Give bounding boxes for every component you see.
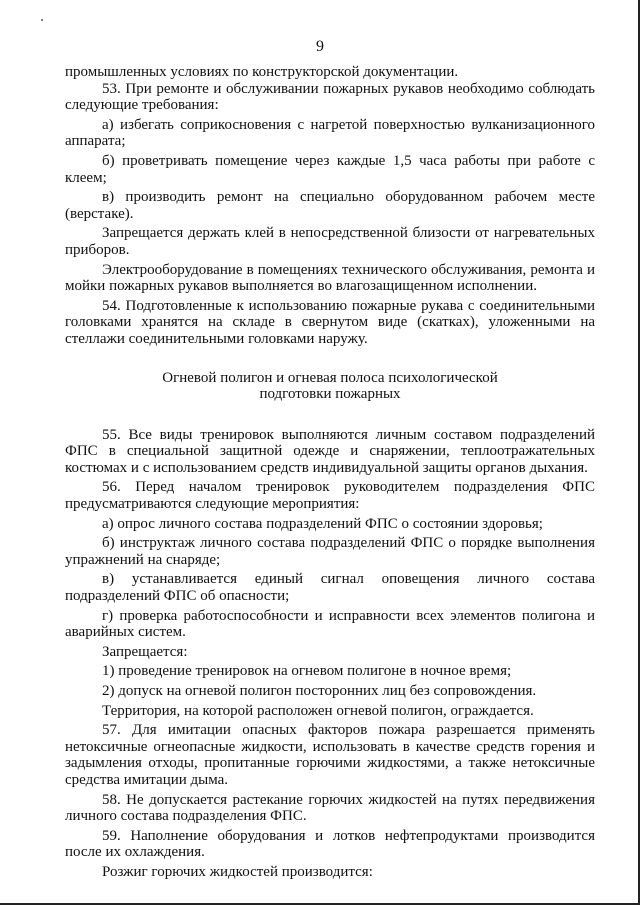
paragraph: а) избегать соприкосновения с нагретой поверхностью вулканизационного аппарата; <box>65 116 595 150</box>
scan-speck <box>41 19 43 21</box>
paragraph: б) проветривать помещение через каждые 1,5 часа работы при работе с клеем; <box>65 152 595 186</box>
page-number: 9 <box>316 38 324 55</box>
paragraph: 2) допуск на огневой полигон посторонних лиц без сопровождения. <box>102 683 537 699</box>
paragraph: 54. Подготовленные к использованию пожарные рукава с соединительными головками хранятся на складе в свернутом виде (скатках), уложенными на стеллажи соединительными головками наружу. <box>65 297 595 347</box>
heading-line: подготовки пожарных <box>259 386 401 403</box>
paragraph: в) производить ремонт на специально оборудованном рабочем месте (верстаке). <box>65 189 595 222</box>
heading-line: Огневой полигон и огневая полоса психологической <box>162 369 498 386</box>
paragraph: б) инструктаж личного состава подразделений ФПС о порядке выполнения упражнений на снаряде; <box>65 535 595 568</box>
paragraph: 59. Наполнение оборудования и лотков нефтепродуктами производится после их охлаждения. <box>65 827 595 861</box>
section-heading <box>65 370 595 403</box>
paragraph: Розжиг горючих жидкостей производится: <box>102 863 373 880</box>
paragraph: 58. Не допускается растекание горючих жидкостей на путях передвижения личного состава подразделения ФПС. <box>65 791 595 825</box>
paragraph: в) устанавливается единый сигнал оповещения личного состава подразделений ФПС об опасности; <box>65 571 595 605</box>
paragraph: 57. Для имитации опасных факторов пожара разрешается применять нетоксичные огнеопасные жидкости, использовать в качестве средств горения и задымления отходы, пропитанные горючими жидкостями, а также нетоксичные средства имитации дыма. <box>65 722 595 788</box>
paragraph: Запрещается держать клей в непосредственной близости от нагревательных приборов. <box>65 225 595 258</box>
paragraph: 56. Перед началом тренировок руководителем подразделения ФПС предусматриваются следующие мероприятия: <box>65 479 595 513</box>
paragraph: Электрооборудование в помещениях технического обслуживания, ремонта и мойки пожарных рукавов выполняется во влагозащищенном исполнении. <box>65 261 595 295</box>
paragraph: г) проверка работоспособности и исправности всех элементов полигона и аварийных систем. <box>65 607 595 641</box>
paragraph: промышленных условиях по конструкторской документации. <box>65 64 459 80</box>
paragraph: 55. Все виды тренировок выполняются личным составом подразделений ФПС в специальной защитной одежде и снаряжении, теплоотражательных костюмах и с использованием средств индивидуальной защиты органов дыхания. <box>65 426 595 476</box>
paragraph: Запрещается: <box>102 643 188 660</box>
paragraph: 53. При ремонте и обслуживании пожарных рукавов необходимо соблюдать следующие требования: <box>65 80 595 114</box>
paragraph: Территория, на которой расположен огневой полигон, ограждается. <box>102 702 534 719</box>
paragraph: а) опрос личного состава подразделений ФПС о состоянии здоровья; <box>102 515 543 532</box>
document-body <box>65 64 595 881</box>
paragraph: 1) проведение тренировок на огневом полигоне в ночное время; <box>102 663 512 680</box>
